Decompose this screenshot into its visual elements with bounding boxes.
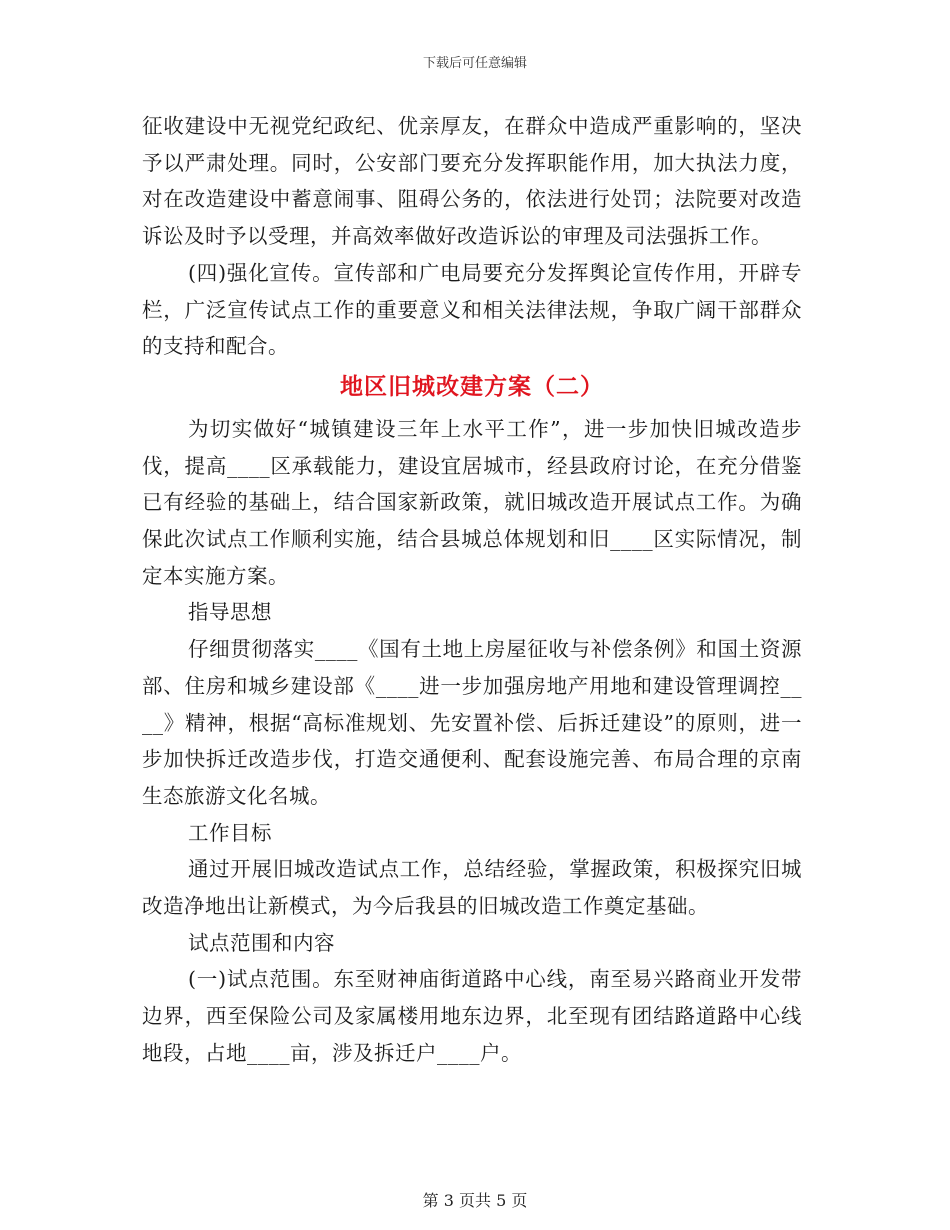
paragraph-intro: 为切实做好“城镇建设三年上水平工作”，进一步加快旧城改造步伐，提高____区承载能力，建设宜居城市，经县政府讨论，在充分借鉴已有经验的基础上，结合国家新政策，就旧城改造开展试点工作。为确保此次试点工作顺利实施，结合县城总体规划和旧____区实际情况，制定本实施方案。 bbox=[142, 416, 802, 588]
paragraph-pilot-scope: (一)试点范围。东至财神庙街道路中心线，南至易兴路商业开发带边界，西至保险公司及家属楼用地东边界，北至现有团结路道路中心线地段，占地____亩，涉及拆迁户____户。 bbox=[142, 967, 802, 1065]
paragraph-guiding-ideology: 仔细贯彻落实____《国有土地上房屋征收与补偿条例》和国土资源部、住房和城乡建设部《____进一步加强房地产用地和建设管理调控____》精神，根据“高标准规划、先安置补偿、后拆迁建设”的原则，进一步加快拆迁改造步伐，打造交通便利、配套设施完善、布局合理的京南生态旅游文化名城。 bbox=[142, 637, 802, 808]
paragraph-work-goals: 通过开展旧城改造试点工作，总结经验，掌握政策，积极探究旧城改造净地出让新模式，为今后我县的旧城改造工作奠定基础。 bbox=[142, 857, 802, 919]
paragraph-continued: 征收建设中无视党纪政纪、优亲厚友，在群众中造成严重影响的，坚决予以严肃处理。同时，公安部门要充分发挥职能作用，加大执法力度，对在改造建设中蓄意闹事、阻碍公务的，依法进行处罚；法院要对改造诉讼及时予以受理，并高效率做好改造诉讼的审理及司法强拆工作。 bbox=[142, 114, 802, 249]
section-heading-guiding-ideology: 指导思想 bbox=[188, 600, 272, 625]
document-body bbox=[142, 108, 802, 1072]
section-heading-work-goals: 工作目标 bbox=[188, 820, 272, 845]
paragraph-publicity: (四)强化宣传。宣传部和广电局要充分发挥舆论宣传作用，开辟专栏，广泛宣传试点工作的重要意义和相关法律法规，争取广阔干部群众的支持和配合。 bbox=[142, 260, 802, 359]
section-heading-pilot-scope: 试点范围和内容 bbox=[188, 930, 335, 955]
document-title: 地区旧城改建方案（二） bbox=[340, 372, 604, 400]
page-number: 第 3 页共 5 页 bbox=[422, 1191, 528, 1210]
page-header: 下载后可任意编辑 bbox=[422, 56, 527, 71]
